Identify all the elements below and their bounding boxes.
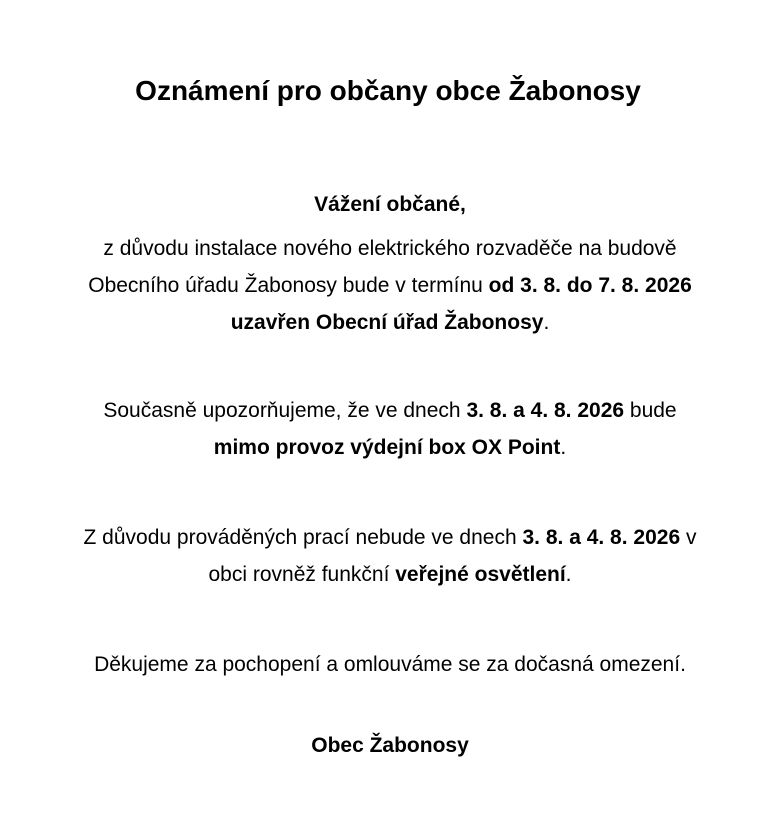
ox-point-bold: mimo provoz výdejní box OX Point (213, 436, 561, 459)
page-title: Oznámení pro občany obce Žabonosy (135, 75, 641, 106)
paragraph-text: v obci rovněž funkční (208, 526, 697, 586)
paragraph-text: bude (624, 399, 677, 422)
closing-paragraph: Děkujeme za pochopení a omlouváme se za dočasná omezení. (94, 653, 686, 676)
paragraph-text: Současně upozorňujeme, že ve dnech (103, 399, 467, 422)
paragraph-text: . (565, 563, 572, 586)
paragraph-street-lighting (80, 519, 700, 593)
lighting-dates-bold: 3. 8. a 4. 8. 2026 (522, 526, 681, 549)
closure-dates-bold: od 3. 8. do 7. 8. 2026 uzavřen Obecní úřad Žabonosy (230, 274, 692, 334)
paragraph-ox-point (80, 392, 700, 466)
paragraph-text: . (543, 311, 550, 334)
paragraph-office-closure (80, 230, 700, 341)
paragraph-text: Z důvodu prováděných prací nebude ve dnech (83, 526, 523, 549)
greeting: Vážení občané, (314, 193, 466, 216)
signature: Obec Žabonosy (311, 734, 469, 757)
street-lighting-bold: veřejné osvětlení (395, 563, 566, 586)
outage-dates-bold: 3. 8. a 4. 8. 2026 (466, 399, 625, 422)
paragraph-text: z důvodu instalace nového elektrického rozvaděče na budově Obecního úřadu Žabonosy bude v termínu (88, 237, 677, 297)
paragraph-text: . (560, 436, 567, 459)
